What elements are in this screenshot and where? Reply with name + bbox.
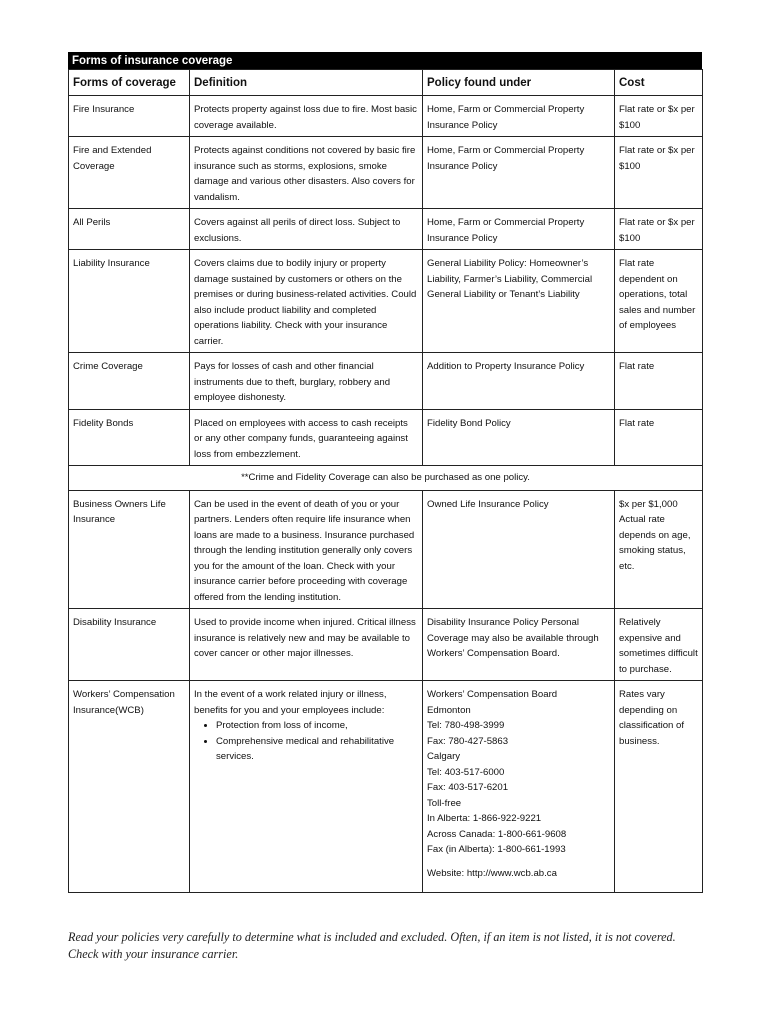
coverage-cell: Crime Coverage [69, 353, 190, 410]
crime-fidelity-note: **Crime and Fidelity Coverage can also be purchased as one policy. [69, 466, 703, 491]
wcb-line: Workers’ Compensation Board [427, 689, 558, 700]
policy-cell: Addition to Property Insurance Policy [423, 353, 615, 410]
policy-cell: Disability Insurance Policy Personal Coverage may also be available through Workers’ Compensation Board. [423, 609, 615, 681]
policy-cell: General Liability Policy: Homeowner’s Liability, Farmer’s Liability, Commercial General Liability or Tenant’s Liability [423, 250, 615, 353]
policy-cell: Home, Farm or Commercial Property Insurance Policy [423, 209, 615, 250]
wcb-benefits-list [194, 718, 418, 765]
table-row [69, 409, 703, 466]
wcb-definition-text: In the event of a work related injury or illness, benefits for you and your employees include: [194, 689, 387, 716]
wcb-line: Fax (in Alberta): 1-800-661-1993 [427, 844, 566, 855]
wcb-website-link[interactable]: Website: http://www.wcb.ab.ca [427, 867, 557, 879]
wcb-line: In Alberta: 1-866-922-9221 [427, 813, 542, 824]
cost-cell: Flat rate [615, 409, 703, 466]
cost-cell: Rates vary depending on classification of business. [615, 681, 703, 893]
policy-cell: Home, Farm or Commercial Property Insurance Policy [423, 137, 615, 209]
header-policy-found-under: Policy found under [423, 70, 615, 96]
coverage-cell: Fire Insurance [69, 96, 190, 137]
table-row [69, 209, 703, 250]
definition-cell: Can be used in the event of death of you or your partners. Lenders often require life insurance when loans are made to a business. Insurance purchased through the lending institution generally only covers you for the amount of the loan. Check with your insurance carrier before proceeding with coverage offered from the lending institution. [190, 490, 423, 609]
cost-cell: Relatively expensive and sometimes difficult to purchase. [615, 609, 703, 681]
definition-cell: Used to provide income when injured. Critical illness insurance is relatively new and may be available to cover cancer or other major illnesses. [190, 609, 423, 681]
definition-cell: Protects property against loss due to fire. Most basic coverage available. [190, 96, 423, 137]
wcb-line: Edmonton [427, 704, 471, 716]
cost-cell: Flat rate dependent on operations, total sales and number of employees [615, 250, 703, 353]
footer-note: Read your policies very carefully to determine what is included and excluded. Often, if an item is not listed, it is not covered. Check with your insurance carrier. [68, 930, 676, 961]
table-row [69, 353, 703, 410]
coverage-cell: Fidelity Bonds [69, 409, 190, 466]
coverage-cell: All Perils [69, 209, 190, 250]
header-forms-of-coverage: Forms of coverage [69, 70, 190, 96]
list-item: • Comprehensive medical and rehabilitative services. [216, 734, 418, 765]
definition-cell [190, 681, 423, 893]
spacer [427, 881, 610, 889]
wcb-line: Tel: 403-517-6000 [427, 766, 505, 778]
table-row [69, 137, 703, 209]
definition-cell: Covers against all perils of direct loss. Subject to exclusions. [190, 209, 423, 250]
list-item: • Protection from loss of income, [216, 718, 418, 734]
wcb-line: Fax: 780-427-5863 [427, 735, 509, 747]
definition-cell: Placed on employees with access to cash receipts or any other company funds, guaranteeing against loss from embezzlement. [190, 409, 423, 466]
table-row [69, 96, 703, 137]
definition-cell: Pays for losses of cash and other financial instruments due to theft, burglary, robbery and employee dishonesty. [190, 353, 423, 410]
coverage-cell: Disability Insurance [69, 609, 190, 681]
wcb-line: Tel: 780-498-3999 [427, 720, 505, 731]
wcb-line: Across Canada: 1-800-661-9608 [427, 828, 567, 840]
insurance-table-section [68, 52, 702, 893]
table-row [69, 490, 703, 609]
header-cost: Cost [615, 70, 703, 96]
cost-cell: $x per $1,000 Actual rate depends on age, smoking status, etc. [615, 490, 703, 609]
table-row-wcb [69, 681, 703, 893]
header-row [69, 70, 703, 96]
cost-cell: Flat rate or $x per $100 [615, 209, 703, 250]
table-row [69, 609, 703, 681]
wcb-line: Fax: 403-517-6201 [427, 782, 509, 793]
cost-cell: Flat rate [615, 353, 703, 410]
coverage-cell: Workers’ Compensation Insurance(WCB) [69, 681, 190, 893]
coverage-cell: Fire and Extended Coverage [69, 137, 190, 209]
coverage-cell: Liability Insurance [69, 250, 190, 353]
policy-cell: Owned Life Insurance Policy [423, 490, 615, 609]
policy-cell [423, 681, 615, 893]
definition-cell: Covers claims due to bodily injury or property damage sustained by customers or others on the premises or during business-related activities. Could also include product liability and completed operations liability. Check with your insurance carrier. [190, 250, 423, 353]
note-row [69, 466, 703, 491]
header-definition: Definition [190, 70, 423, 96]
cost-cell: Flat rate or $x per $100 [615, 96, 703, 137]
table-title: Forms of insurance coverage [68, 52, 702, 69]
definition-cell: Protects against conditions not covered by basic fire insurance such as storms, explosions, smoke damage and various other disasters. Also covers for vandalism. [190, 137, 423, 209]
spacer [427, 858, 610, 866]
table-row [69, 250, 703, 353]
wcb-line: Calgary [427, 751, 461, 762]
policy-cell: Home, Farm or Commercial Property Insurance Policy [423, 96, 615, 137]
coverage-cell: Business Owners Life Insurance [69, 490, 190, 609]
wcb-line: Toll-free [427, 797, 462, 809]
policy-cell: Fidelity Bond Policy [423, 409, 615, 466]
insurance-table [68, 69, 703, 893]
cost-cell: Flat rate or $x per $100 [615, 137, 703, 209]
